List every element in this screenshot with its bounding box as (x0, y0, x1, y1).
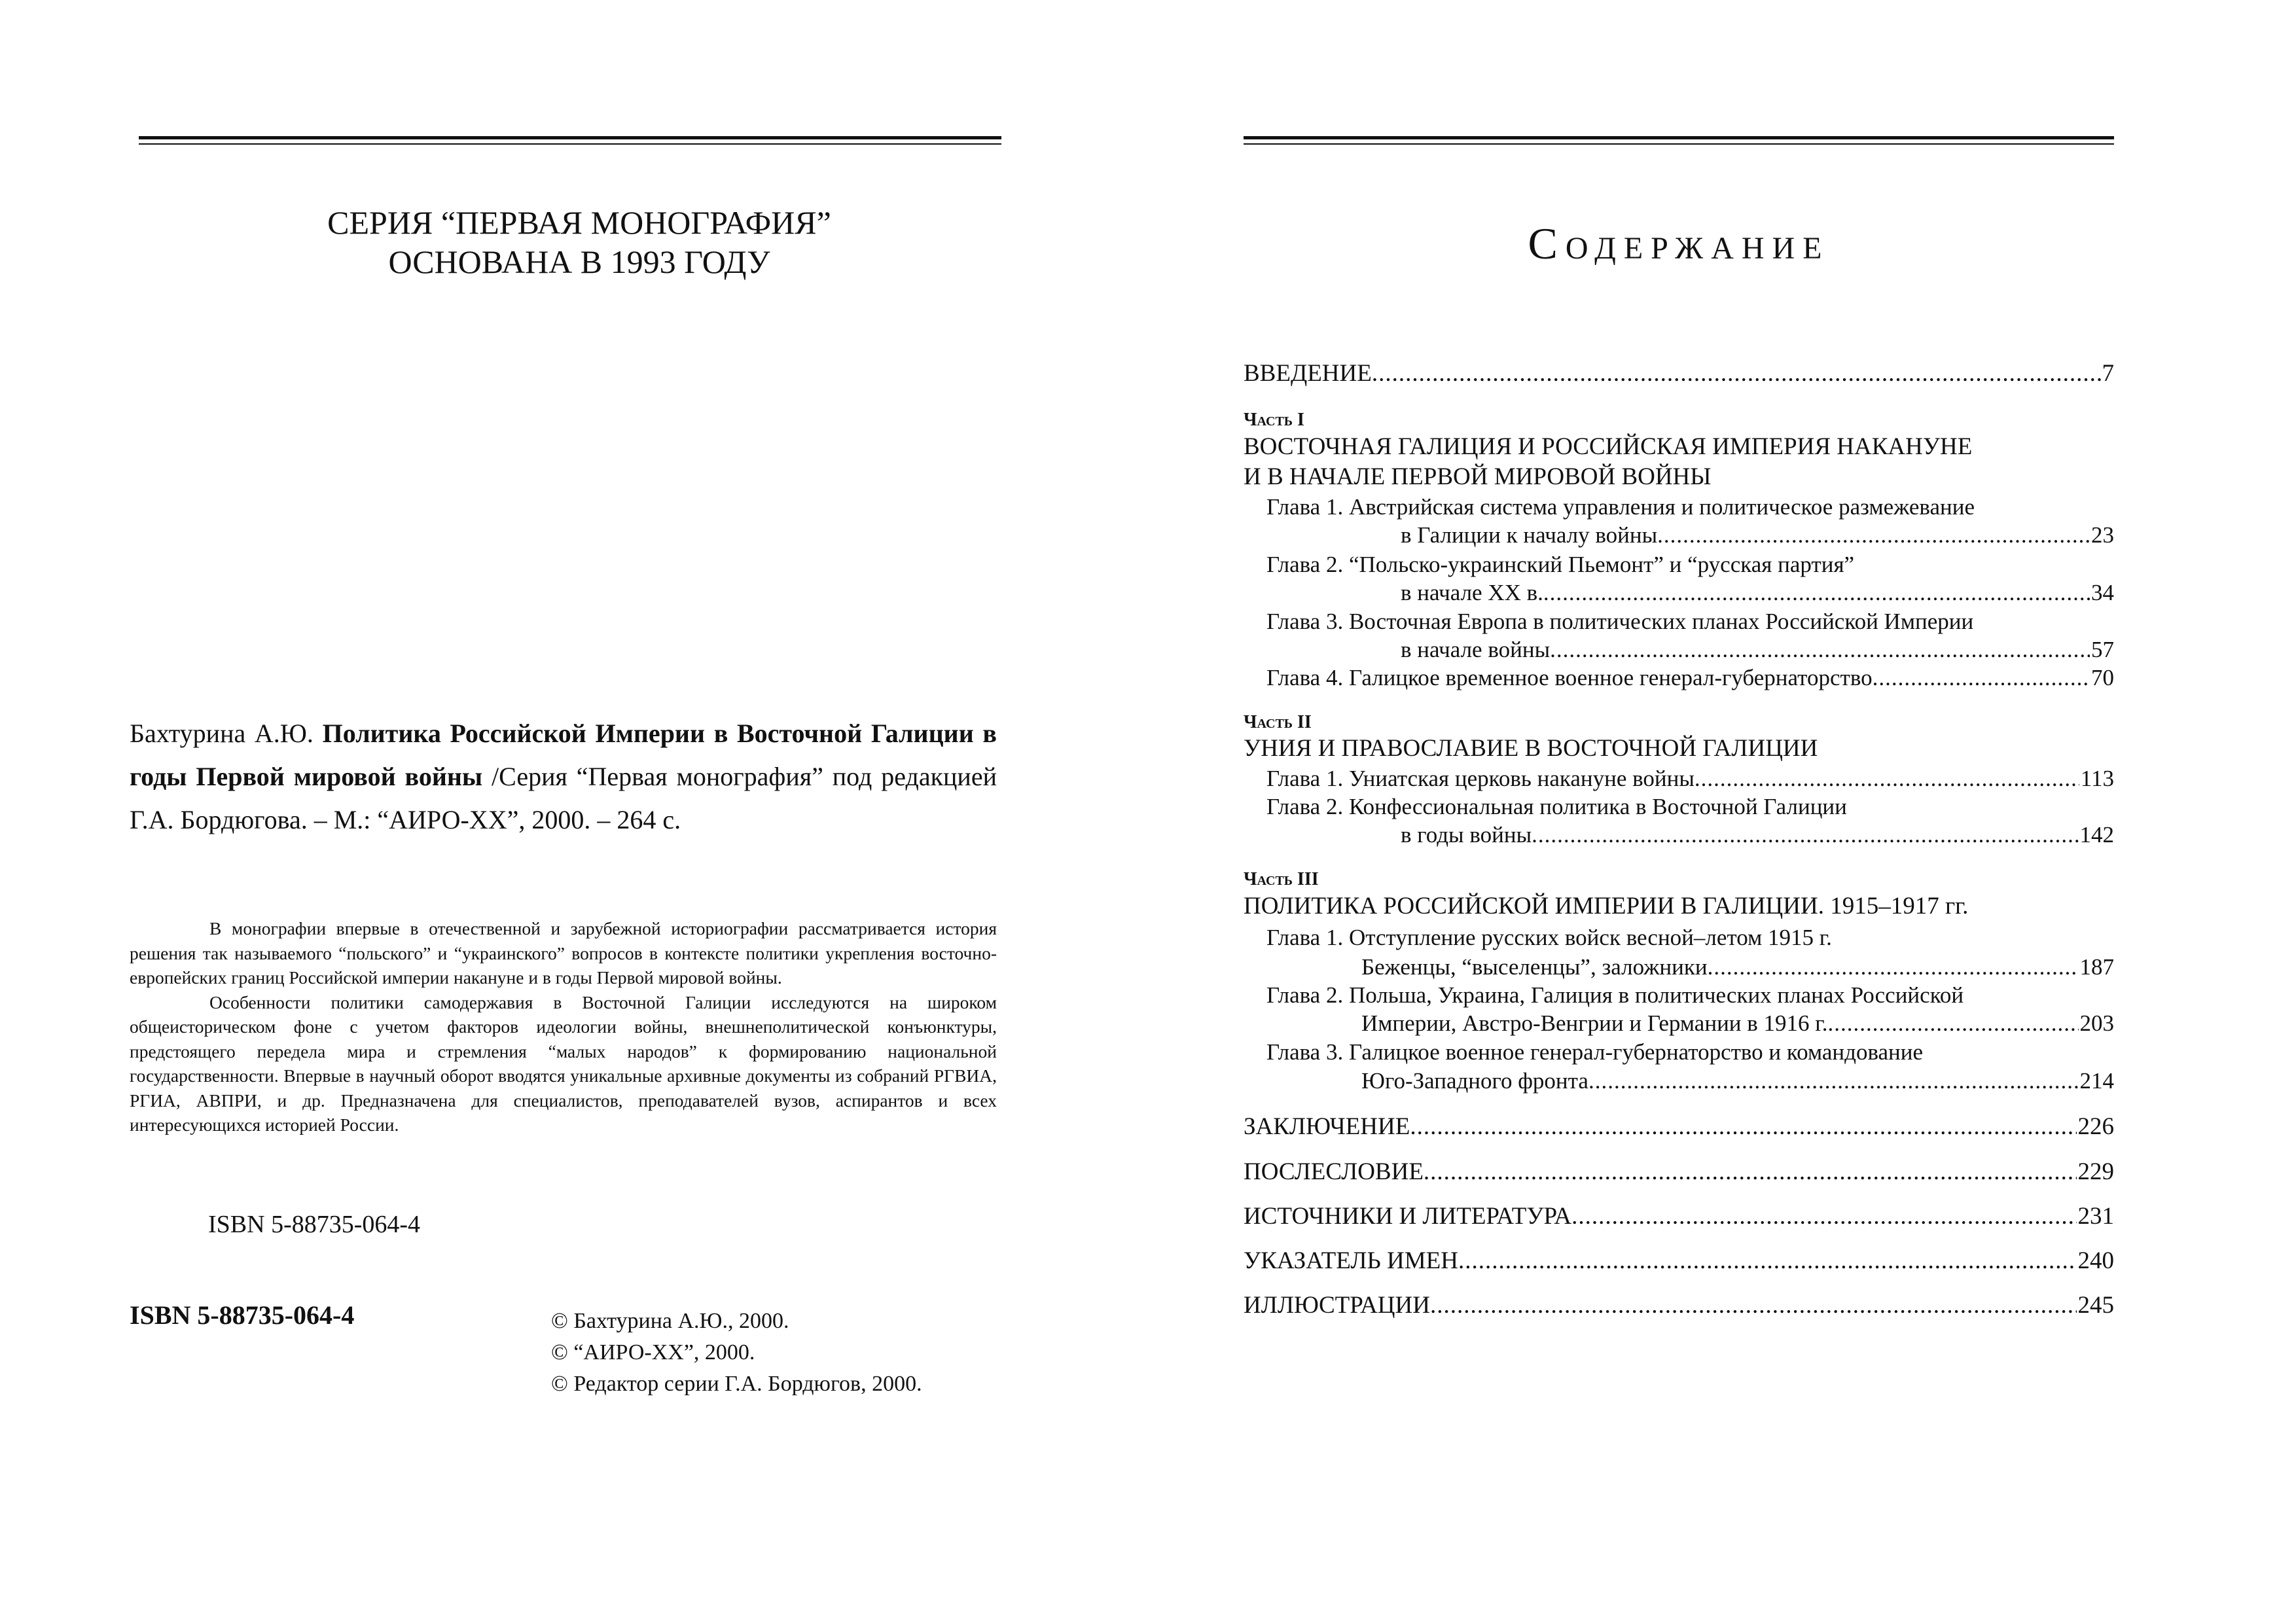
toc-page-number: 70 (2091, 665, 2114, 690)
biblio-title: Политика Российской Империи в Восточной Галиции в годы Первой мировой войны (130, 719, 997, 791)
toc-entry-label: ВВЕДЕНИЕ (1244, 360, 1372, 387)
leader-dots (1695, 767, 2079, 790)
toc-entry-p1-ch3[interactable] (1401, 638, 2114, 661)
p1-ch2-line1: Глава 2. “Польско-украинский Пьемонт” и “русская партия” (1266, 552, 1855, 577)
biblio-author: Бахтурина А.Ю. (130, 719, 314, 748)
abstract-paragraph-2: Особенности политики самодержавия в Восточной Галиции исследуются на широком общеисторическом фоне с учетом факторов идеологии войны, внешнеполитической конъюнктуры, предстоящего передела мира и стремления “малых народов” к формированию национальной государственности. Впервые в научный оборот вводятся уникальные архивные документы из собраний РГВИА, РГИА, АВПРИ, и др. Предназначена для специалистов, преподавателей вузов, аспирантов и всех интересующихся историей России. (130, 991, 997, 1135)
toc-entry-conclusion[interactable] (1244, 1115, 2114, 1139)
p1-ch3-line1: Глава 3. Восточная Европа в политических планах Российской Империи (1266, 609, 1974, 634)
leader-dots (1532, 823, 2078, 846)
p3-ch2-line1: Глава 2. Польша, Украина, Галиция в политических планах Российской (1266, 982, 1964, 1008)
series-heading-line2: ОСНОВАНА В 1993 ГОДУ (388, 243, 770, 280)
leader-dots (1571, 1204, 2076, 1228)
toc-page-number: 229 (2077, 1158, 2114, 1185)
isbn-bold: ISBN 5-88735-064-4 (130, 1300, 355, 1330)
leader-dots (1827, 1012, 2078, 1035)
toc-entry-label: Юго-Западного фронта (1361, 1068, 1588, 1094)
copyright-line: © “АИРО-XX”, 2000. (551, 1340, 755, 1364)
part-1-title-line1: ВОСТОЧНАЯ ГАЛИЦИЯ И РОССИЙСКАЯ ИМПЕРИЯ НАКАНУНЕ (1244, 433, 1973, 460)
p3-ch1-line1: Глава 1. Отступление русских войск весной–летом 1915 г. (1266, 925, 1832, 950)
toc-entry-label: в годы войны (1401, 822, 1532, 847)
isbn-line: ISBN 5-88735-064-4 (208, 1211, 421, 1238)
leader-dots (1657, 524, 2090, 546)
toc-page-number: 245 (2077, 1292, 2114, 1319)
toc-entry-label: в начале XX в. (1401, 580, 1543, 605)
toc-page-number: 142 (2079, 822, 2114, 847)
toc-entry-p3-ch1[interactable] (1361, 955, 2114, 978)
leader-dots (1410, 1115, 2076, 1139)
toc-entry-illustrations[interactable] (1244, 1293, 2114, 1317)
toc-entry-p1-ch2[interactable] (1401, 581, 2114, 604)
toc-page-number: 113 (2080, 766, 2114, 791)
p3-ch3-line1: Глава 3. Галицкое военное генерал-губернаторство и командование (1266, 1039, 1924, 1065)
p2-ch2-line1: Глава 2. Конфессиональная политика в Восточной Галиции (1266, 794, 1847, 819)
toc-page-number: 214 (2079, 1068, 2114, 1094)
leader-dots (1372, 361, 2101, 385)
toc-page-number: 240 (2077, 1247, 2114, 1274)
toc-entry-label: в начале войны (1401, 637, 1551, 662)
toc-page-number: 57 (2091, 637, 2114, 662)
part-1-title-line2: И В НАЧАЛЕ ПЕРВОЙ МИРОВОЙ ВОЙНЫ (1244, 463, 1712, 490)
toc-entry-label: УКАЗАТЕЛЬ ИМЕН (1244, 1247, 1458, 1274)
copyright-line: © Редактор серии Г.А. Бордюгов, 2000. (551, 1372, 922, 1396)
toc-entry-label: Империи, Австро-Венгрии и Германии в 1916 г. (1361, 1010, 1828, 1036)
toc-entry-label: в Галиции к началу войны (1401, 522, 1658, 548)
leader-dots (1588, 1069, 2079, 1092)
abstract-paragraph-1: В монографии впервые в отечественной и зарубежной историографии рассматривается история решения так называемого “польского” и “украинского” вопросов в контексте политики укрепления восточно-европейских границ Российской империи накануне и в годы Первой мировой войны. (130, 918, 997, 988)
leader-dots (1708, 955, 2079, 978)
leader-dots (1873, 666, 2090, 689)
toc-entry-label: ИСТОЧНИКИ И ЛИТЕРАТУРА (1244, 1203, 1572, 1230)
p1-ch1-line1: Глава 1. Австрийская система управления и политическое размежевание (1266, 494, 1975, 520)
leader-dots (1424, 1160, 2077, 1184)
toc-entry-label: ПОСЛЕСЛОВИЕ (1244, 1158, 1424, 1185)
series-heading-line1: СЕРИЯ “ПЕРВАЯ МОНОГРАФИЯ” (327, 204, 831, 241)
part-2-title-line1: УНИЯ И ПРАВОСЛАВИЕ В ВОСТОЧНОЙ ГАЛИЦИИ (1244, 735, 1818, 762)
toc-entry-sources[interactable] (1244, 1204, 2114, 1228)
toc-page-number: 203 (2079, 1010, 2114, 1036)
part-1-label: Часть I (1244, 410, 1304, 430)
toc-entry-label: ЗАКЛЮЧЕНИЕ (1244, 1113, 1410, 1140)
toc-page-number: 34 (2091, 580, 2114, 605)
part-3-label: Часть III (1244, 869, 1319, 889)
toc-entry-afterword[interactable] (1244, 1160, 2114, 1184)
toc-page-number: 231 (2077, 1203, 2114, 1230)
toc-entry-label: Глава 1. Униатская церковь накануне войны (1266, 766, 1695, 791)
leader-dots (1430, 1293, 2077, 1317)
toc-entry-p1-ch1[interactable] (1401, 524, 2114, 546)
toc-entry-label: ИЛЛЮСТРАЦИИ (1244, 1292, 1430, 1319)
toc-entry-p2-ch2[interactable] (1401, 823, 2114, 846)
toc-page-number: 187 (2079, 954, 2114, 980)
copyright-line: © Бахтурина А.Ю., 2000. (551, 1309, 789, 1333)
toc-entry-p3-ch3[interactable] (1361, 1069, 2114, 1092)
toc-title: Содержание (1528, 219, 1830, 268)
toc-entry-p2-ch1[interactable] (1266, 767, 2114, 790)
toc-entry-label: Беженцы, “выселенцы”, заложники (1361, 954, 1708, 980)
leader-dots (1550, 638, 2090, 661)
toc-entry-introduction[interactable] (1244, 361, 2114, 385)
biblio-rest: /Серия “Первая монография” под редакцией Г.А. Бордюгова. – М.: “АИРО-XX”, 2000. – 264 с. (130, 762, 997, 834)
toc-entry-name-index[interactable] (1244, 1249, 2114, 1273)
part-3-title-line1: ПОЛИТИКА РОССИЙСКОЙ ИМПЕРИИ В ГАЛИЦИИ. 1915–1917 гг. (1244, 893, 1969, 919)
part-2-label: Часть II (1244, 712, 1312, 732)
toc-entry-p3-ch2[interactable] (1361, 1012, 2114, 1035)
leader-dots (1458, 1249, 2077, 1273)
toc-page-number: 23 (2091, 522, 2114, 548)
toc-page-number: 226 (2077, 1113, 2114, 1140)
toc-entry-p1-ch4[interactable] (1266, 666, 2114, 689)
leader-dots (1543, 581, 2090, 604)
toc-entry-label: Глава 4. Галицкое временное военное генерал-губернаторство (1266, 665, 1873, 690)
toc-page-number: 7 (2102, 360, 2114, 387)
